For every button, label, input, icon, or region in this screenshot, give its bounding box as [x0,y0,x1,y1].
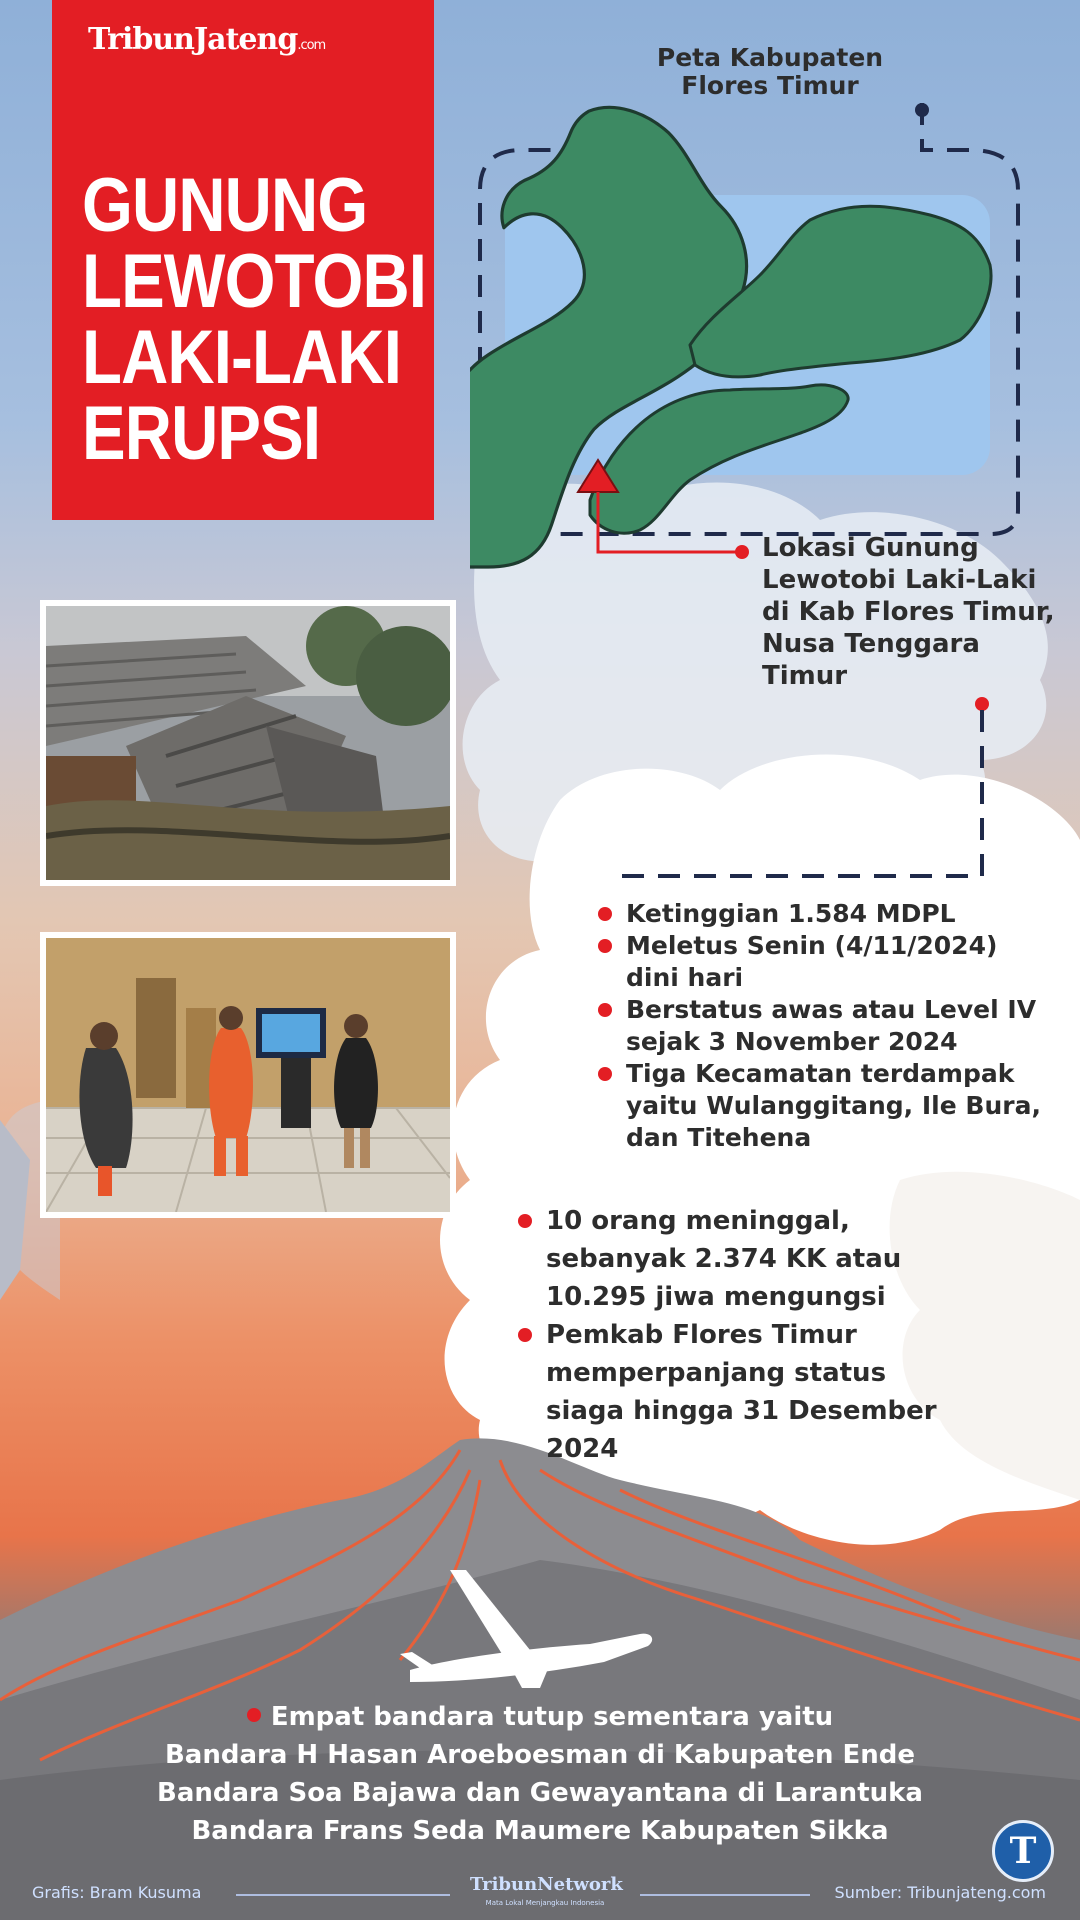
photo-collapsed-houses [40,600,456,886]
map-to-facts-connector [600,690,1000,890]
footer-divider-left [236,1894,450,1896]
bullet-dot [247,1708,261,1722]
airport-line: Bandara Frans Seda Maumere Kabupaten Sikka [191,1816,889,1846]
evacuation-room-image [46,938,450,1212]
airport-line-text: Empat bandara tutup sementara yaitu [270,1702,834,1732]
map-caption-line: Flores Timur [681,71,859,100]
fact-item: Ketinggian 1.584 MDPL [598,898,1058,930]
network-name: TribunNetwork [470,1874,623,1895]
location-description: Lokasi Gunung Lewotobi Laki-Laki di Kab Flores Timur, Nusa Tenggara Timur [762,533,1055,691]
tribun-t-logo: T [992,1820,1054,1882]
brand-logo [88,22,325,57]
airport-line: Bandara H Hasan Aroeboesman di Kabupaten Ende [164,1740,916,1770]
network-tagline: Mata Lokal Menjangkau Indonesia [485,1899,605,1907]
page-title [82,163,427,476]
brand-name: TribunJateng [88,22,298,57]
impact-facts-list [518,1202,958,1468]
graphic-credit: Grafis: Bram Kusuma [32,1883,202,1902]
title-line: LAKI-LAKI [82,315,402,400]
source-credit: Sumber: Tribunjateng.com [834,1883,1046,1902]
key-facts-list [598,898,1058,1154]
airport-line: Bandara Soa Bajawa dan Gewayantana di Larantuka [157,1778,923,1808]
fact-item: Berstatus awas atau Level IV sejak 3 November 2024 [598,994,1058,1058]
fact-item: Pemkab Flores Timur memperpanjang status siaga hingga 31 Desember 2024 [518,1316,958,1468]
fact-item: Tiga Kecamatan terdampak yaitu Wulanggitang, Ile Bura, dan Titehena [598,1058,1058,1154]
fact-item: Meletus Senin (4/11/2024) dini hari [598,930,1058,994]
footer-divider-right [640,1894,810,1896]
photo-evacuation-room [40,932,456,1218]
title-line: LEWOTOBI [82,239,427,324]
airport-closures [100,1698,980,1850]
tribun-network-logo [470,1874,623,1912]
title-line: GUNUNG [82,163,368,248]
collapsed-houses-image [46,606,450,880]
title-line: ERUPSI [82,391,321,476]
fact-item: 10 orang meninggal, sebanyak 2.374 KK atau 10.295 jiwa mengungsi [518,1202,958,1316]
map-caption-line: Peta Kabupaten [656,43,884,72]
airport-line [100,1698,980,1736]
brand-suffix: .com [297,38,326,53]
